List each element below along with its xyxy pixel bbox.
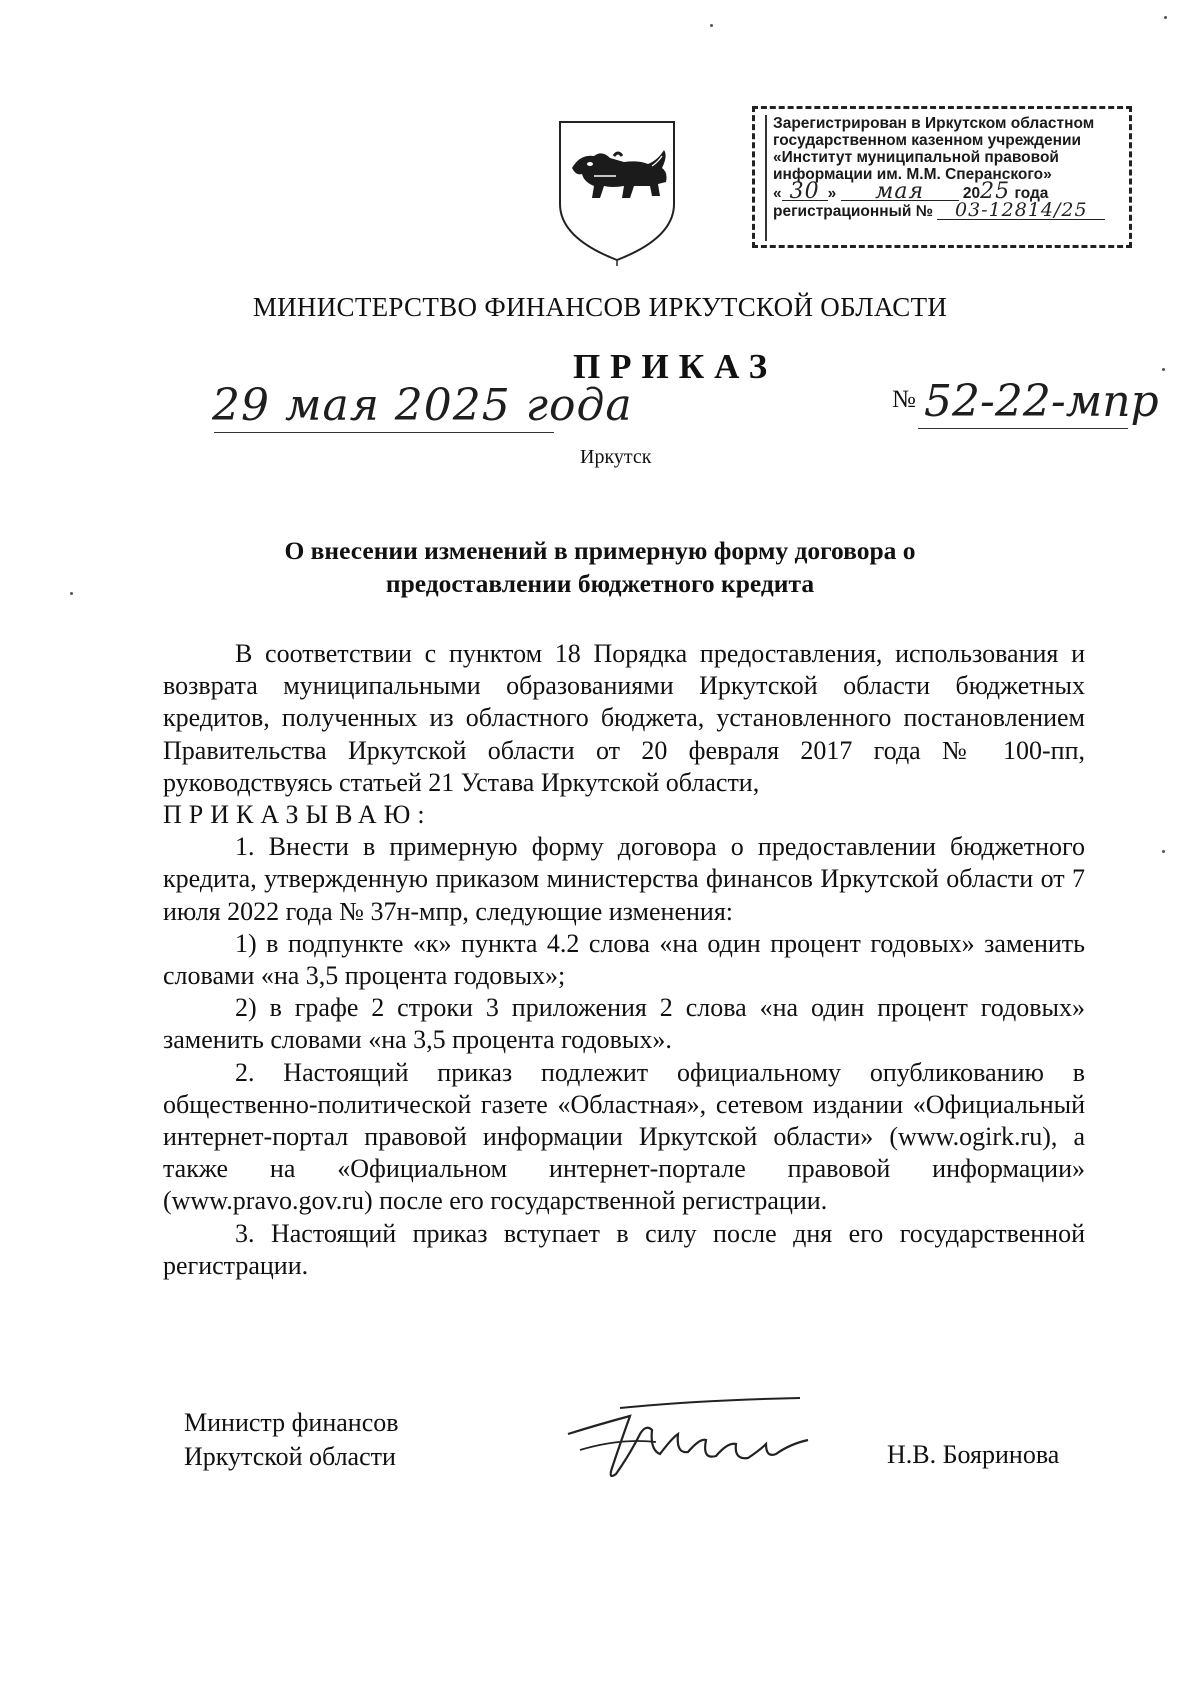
item-1-subitem-1: 1) в подпункте «к» пункта 4.2 слова «на один процент годовых» заменить словами «на 3,5 процента годовых»; bbox=[163, 928, 1085, 991]
subject-line: О внесении изменений в примерную форму договора о bbox=[284, 536, 916, 565]
stamp-year-prefix: 20 bbox=[962, 185, 981, 202]
order-number: 52-22-мпр bbox=[924, 376, 1159, 427]
intro-paragraph: В соответствии с пунктом 18 Порядка предоставления, использования и возврата муниципальными образованиями Иркутской области бюджетных кредитов, полученных из областного бюджета, установленного постановлением Правительства Иркутской области от 20 февраля 2017 года № 100-пп, руководствуясь статьей 21 Устава Иркутской области, bbox=[163, 639, 1085, 797]
stamp-reg-label: регистрационный № bbox=[773, 203, 933, 220]
scan-speck bbox=[1164, 16, 1167, 19]
number-underline bbox=[918, 428, 1128, 429]
stamp-year-word: года bbox=[1014, 185, 1049, 202]
stamp-date-line: « 30 » мая 2025 года bbox=[773, 179, 1049, 204]
stamp-line: государственном казенном учреждении bbox=[773, 132, 1082, 149]
signature-icon bbox=[560, 1394, 840, 1490]
order-subject bbox=[150, 534, 1050, 600]
scan-speck bbox=[710, 24, 713, 27]
date-underline bbox=[214, 432, 554, 433]
order-title: ПРИКАЗ bbox=[572, 347, 778, 386]
registration-stamp bbox=[752, 106, 1132, 248]
scan-speck bbox=[1162, 850, 1165, 853]
order-date: 29 мая 2025 года bbox=[212, 380, 633, 431]
order-body bbox=[163, 638, 1085, 1282]
signatory-role-line: Министр финансов bbox=[184, 1408, 399, 1437]
scan-speck bbox=[70, 592, 73, 595]
city: Иркутск bbox=[580, 446, 652, 468]
signatory-name: Н.В. Бояринова bbox=[887, 1440, 1060, 1469]
item-2: 2. Настоящий приказ подлежит официальному опубликованию в общественно-политической газете «Областная», сетевом издании «Официальный интернет-портал правовой информации Иркутской области» (www.ogirk.ru), а также на «Официальном интернет-портале правовой информации» (www.pravo.gov.ru) после его государственной регистрации. bbox=[163, 1057, 1085, 1216]
stamp-reg-line bbox=[773, 199, 1121, 221]
stamp-year-suffix: 25 bbox=[980, 179, 1011, 204]
scan-speck bbox=[1162, 368, 1165, 371]
decree-word: ПРИКАЗЫВАЮ: bbox=[163, 800, 432, 830]
stamp-line: Зарегистрирован в Иркутском областном bbox=[773, 115, 1095, 132]
order-number-label: № bbox=[892, 386, 916, 413]
stamp-line: информации им. М.М. Сперанского» bbox=[773, 166, 1052, 183]
stamp-day: 30 bbox=[782, 183, 828, 201]
item-1-subitem-2: 2) в графе 2 строки 3 приложения 2 слова «на один процент годовых» заменить словами «на 3,5 процента годовых». bbox=[163, 993, 1085, 1055]
ministry-title: МИНИСТЕРСТВО ФИНАНСОВ ИРКУТСКОЙ ОБЛАСТИ bbox=[252, 292, 948, 322]
item-3: 3. Настоящий приказ вступает в силу после дня его государственной регистрации. bbox=[163, 1218, 1085, 1280]
handwritten-signature bbox=[560, 1394, 840, 1490]
signatory-role bbox=[184, 1406, 399, 1474]
item-1: 1. Внести в примерную форму договора о предоставлении бюджетного кредита, утвержденную приказом министерства финансов Иркутской области от 7 июля 2022 года № 37н-мпр, следующие изменения: bbox=[163, 832, 1085, 926]
subject-line: предоставлении бюджетного кредита bbox=[385, 569, 815, 598]
coat-of-arms-emblem bbox=[554, 116, 680, 266]
stamp-line: «Институт муниципальной правовой bbox=[773, 149, 1059, 166]
babr-emblem-icon bbox=[554, 116, 680, 266]
stamp-reg-number: 03-12814/25 bbox=[937, 202, 1105, 220]
signatory-role-line: Иркутской области bbox=[184, 1442, 396, 1471]
stamp-month: мая bbox=[841, 183, 959, 201]
